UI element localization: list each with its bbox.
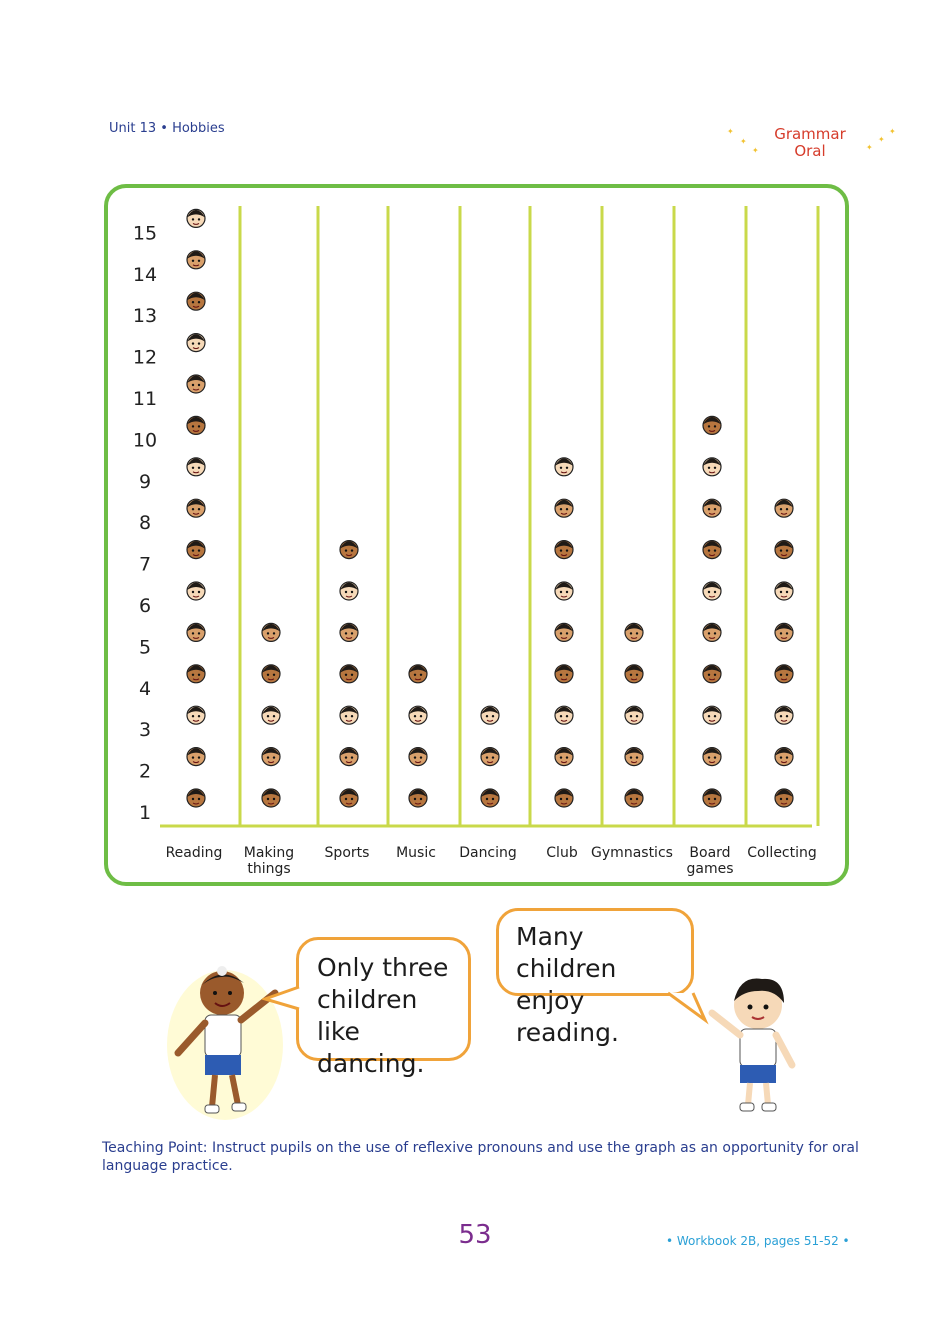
- y-tick-label: 9: [138, 470, 152, 493]
- y-tick-label: 14: [132, 263, 158, 286]
- bubble-left-line: dancing.: [317, 1049, 425, 1078]
- y-tick-label: 6: [138, 595, 152, 617]
- child-face-icon: [340, 748, 358, 766]
- child-face-icon: [187, 251, 205, 269]
- category-label: Collecting: [747, 845, 817, 861]
- child-face-icon: [187, 375, 205, 393]
- category-label: games: [686, 861, 734, 877]
- speech-bubble-left: [296, 937, 471, 1078]
- bubble-left-line: Only three: [317, 953, 449, 982]
- child-face-icon: [703, 499, 721, 517]
- category-label: Sports: [324, 845, 370, 861]
- bubble-right-line: Many children: [516, 922, 617, 983]
- child-face-icon: [187, 541, 205, 559]
- child-face-icon: [340, 582, 358, 600]
- bubble-left-tail: [262, 985, 302, 1015]
- child-face-icon: [703, 748, 721, 766]
- child-face-icon: [775, 623, 793, 641]
- child-face-icon: [555, 541, 573, 559]
- teaching-point: Teaching Point: Instruct pupils on the use of reflexive pronouns and use the graph as an opportunity for oral language practice.: [102, 1140, 859, 1174]
- child-face-icon: [703, 541, 721, 559]
- sparkle-icon: ✦: [866, 143, 873, 152]
- child-face-icon: [555, 789, 573, 807]
- child-face-icon: [262, 789, 280, 807]
- child-face-icon: [262, 623, 280, 641]
- child-face-icon: [340, 665, 358, 683]
- y-tick-label: 1: [138, 802, 152, 824]
- child-face-icon: [481, 789, 499, 807]
- sparkle-icon: ✦: [878, 135, 885, 144]
- child-face-icon: [187, 748, 205, 766]
- y-tick-label: 2: [138, 760, 152, 783]
- tag-oral: Oral: [794, 142, 826, 160]
- child-face-icon: [187, 458, 205, 476]
- boy-right-illustration: [700, 975, 820, 1120]
- child-face-icon: [187, 499, 205, 517]
- child-face-icon: [409, 789, 427, 807]
- child-face-icon: [409, 748, 427, 766]
- child-face-icon: [409, 706, 427, 724]
- child-face-icon: [340, 706, 358, 724]
- child-face-icon: [481, 748, 499, 766]
- sparkle-icon: ✦: [740, 137, 747, 146]
- page-number: 53: [458, 1220, 492, 1250]
- child-face-icon: [187, 209, 205, 227]
- child-face-icon: [340, 541, 358, 559]
- child-face-icon: [625, 789, 643, 807]
- unit-label: Unit 13 • Hobbies: [109, 121, 225, 136]
- child-face-icon: [555, 499, 573, 517]
- sparkle-icon: ✦: [889, 127, 896, 136]
- child-face-icon: [555, 458, 573, 476]
- category-label: Reading: [165, 845, 223, 861]
- child-face-icon: [703, 458, 721, 476]
- y-tick-label: 15: [132, 222, 158, 245]
- tag-grammar: Grammar: [774, 125, 846, 143]
- child-face-icon: [775, 706, 793, 724]
- child-face-icon: [703, 582, 721, 600]
- bubble-right-line: enjoy reading.: [516, 986, 619, 1047]
- child-face-icon: [703, 623, 721, 641]
- child-face-icon: [555, 623, 573, 641]
- child-face-icon: [481, 706, 499, 724]
- sparkle-icon: ✦: [727, 127, 734, 136]
- child-face-icon: [187, 623, 205, 641]
- child-face-icon: [187, 292, 205, 310]
- category-label: Dancing: [459, 845, 517, 861]
- y-tick-label: 12: [132, 346, 158, 369]
- category-label: Board: [689, 845, 731, 861]
- y-tick-label: 5: [138, 636, 152, 659]
- child-face-icon: [703, 789, 721, 807]
- child-face-icon: [555, 748, 573, 766]
- child-face-icon: [340, 623, 358, 641]
- child-face-icon: [775, 665, 793, 683]
- child-face-icon: [187, 789, 205, 807]
- child-face-icon: [187, 582, 205, 600]
- child-face-icon: [555, 665, 573, 683]
- child-face-icon: [775, 499, 793, 517]
- workbook-reference: • Workbook 2B, pages 51-52 •: [666, 1234, 850, 1248]
- child-face-icon: [187, 334, 205, 352]
- child-face-icon: [187, 665, 205, 683]
- child-face-icon: [775, 748, 793, 766]
- child-face-icon: [625, 706, 643, 724]
- y-tick-label: 8: [138, 512, 152, 535]
- child-face-icon: [775, 541, 793, 559]
- child-face-icon: [262, 706, 280, 724]
- y-tick-label: 3: [138, 719, 152, 742]
- child-face-icon: [703, 706, 721, 724]
- child-face-icon: [625, 665, 643, 683]
- child-face-icon: [555, 706, 573, 724]
- child-face-icon: [703, 416, 721, 434]
- child-face-icon: [775, 582, 793, 600]
- child-face-icon: [703, 665, 721, 683]
- child-face-icon: [409, 665, 427, 683]
- child-face-icon: [555, 582, 573, 600]
- child-face-icon: [340, 789, 358, 807]
- category-label: Club: [546, 845, 578, 861]
- sparkle-icon: ✦: [752, 146, 759, 155]
- child-face-icon: [187, 416, 205, 434]
- y-tick-label: 4: [138, 677, 152, 700]
- y-tick-label: 11: [132, 388, 158, 410]
- y-tick-label: 13: [132, 305, 158, 328]
- category-label: Gymnastics: [591, 845, 673, 861]
- category-label: Music: [396, 845, 436, 861]
- bubble-left-line: children like: [317, 985, 418, 1046]
- child-face-icon: [187, 706, 205, 724]
- speech-bubble-right: [496, 908, 694, 1047]
- child-face-icon: [775, 789, 793, 807]
- category-label: Making: [243, 845, 295, 861]
- child-face-icon: [625, 748, 643, 766]
- child-face-icon: [262, 748, 280, 766]
- child-face-icon: [625, 623, 643, 641]
- y-tick-label: 7: [138, 553, 152, 576]
- y-tick-label: 10: [132, 429, 158, 452]
- child-face-icon: [262, 665, 280, 683]
- category-label: things: [247, 861, 291, 877]
